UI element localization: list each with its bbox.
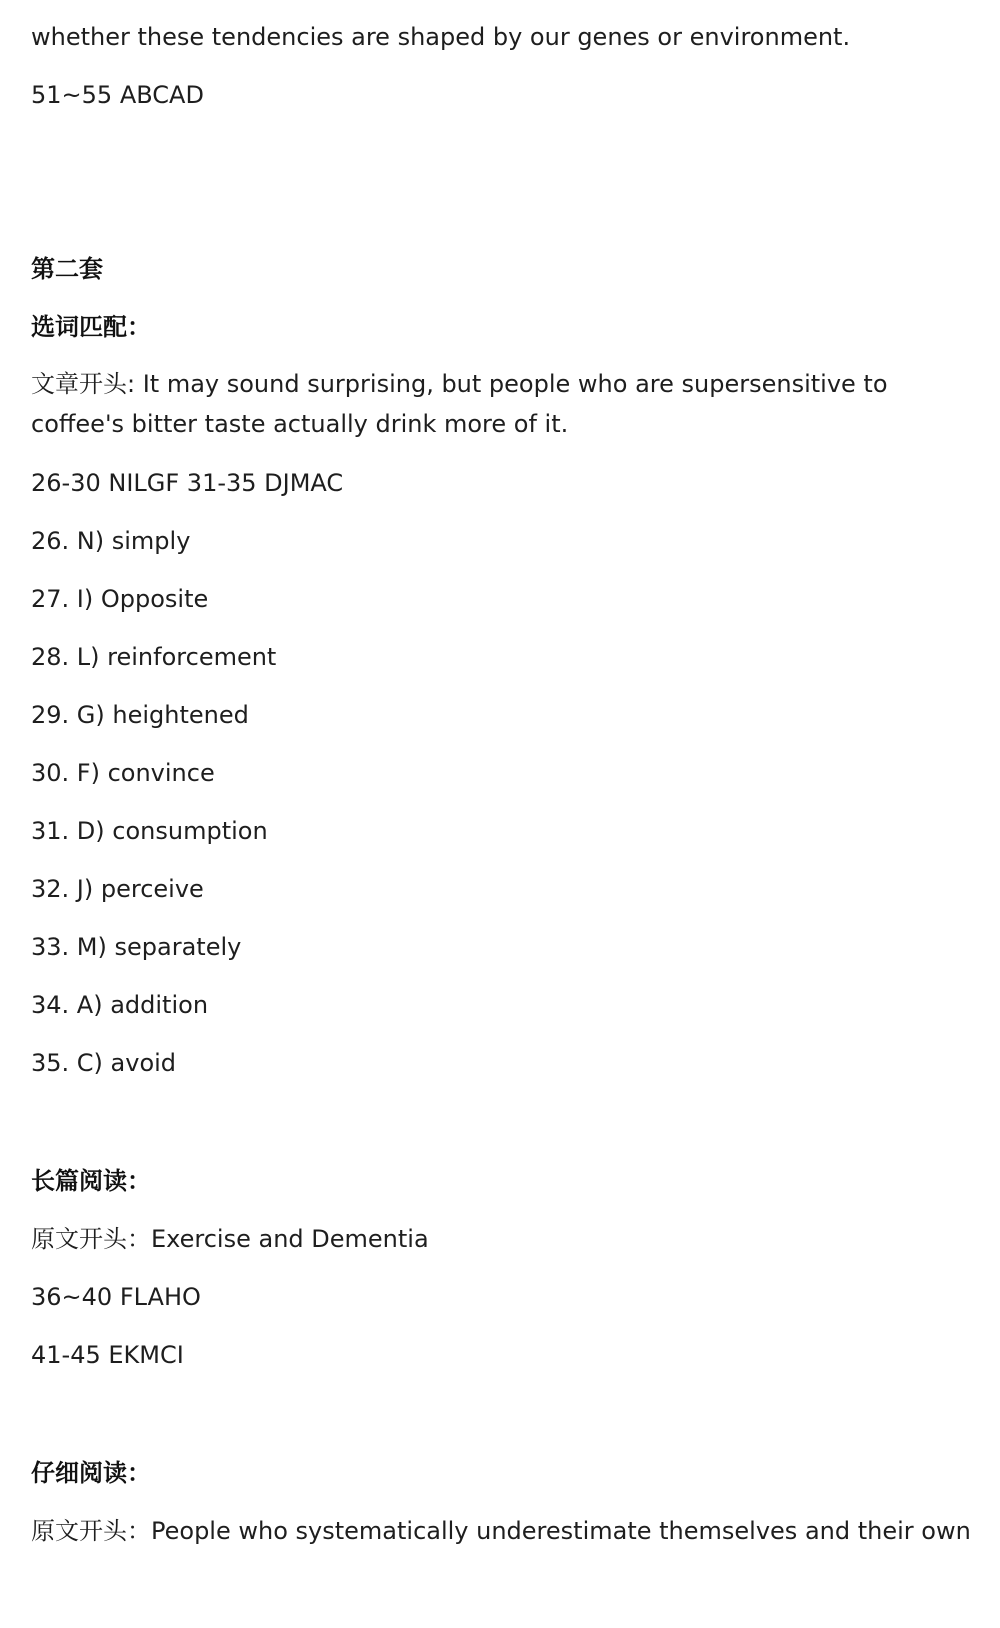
list-item: 29. G) heightened (31, 701, 249, 729)
list-item: 34. A) addition (31, 991, 209, 1019)
banked-cloze-opening: 文章开头: It may sound surprising, but people who are supersensitive to coffee's bitter taste actually drink more of it. (31, 370, 888, 438)
intro-end-line: whether these tendencies are shaped by our genes or environment. (31, 23, 851, 51)
list-item: 27. I) Opposite (31, 585, 209, 613)
list-item: 26. N) simply (31, 527, 191, 555)
list-item: 30. F) convince (31, 759, 215, 787)
careful-reading-heading: 仔细阅读： (31, 1459, 151, 1487)
long-reading-heading: 长篇阅读： (31, 1167, 151, 1195)
list-item: 33. M) separately (31, 933, 242, 961)
banked-cloze-answers-summary: 26-30 NILGF 31-35 DJMAC (31, 469, 344, 497)
long-reading-opening: 原文开头：Exercise and Dementia (31, 1225, 429, 1253)
list-item: 35. C) avoid (31, 1049, 177, 1077)
list-item: 32. J) perceive (31, 875, 204, 903)
answers-36-40: 36~40 FLAHO (31, 1283, 201, 1311)
answers-51-55: 51~55 ABCAD (31, 81, 204, 109)
list-item: 28. L) reinforcement (31, 643, 277, 671)
answers-41-45: 41-45 EKMCI (31, 1341, 184, 1369)
set2-title: 第二套 (31, 255, 103, 283)
list-item: 31. D) consumption (31, 817, 268, 845)
banked-cloze-heading: 选词匹配： (31, 313, 151, 341)
careful-reading-opening: 原文开头：People who systematically underestimate themselves and their own (31, 1517, 971, 1545)
